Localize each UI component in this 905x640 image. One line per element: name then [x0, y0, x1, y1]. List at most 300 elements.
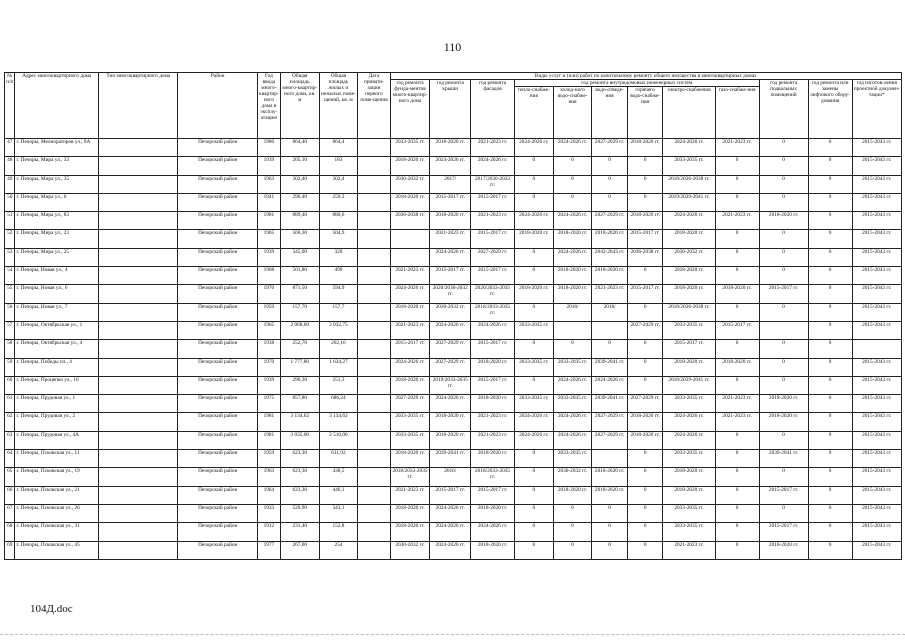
cell-living-area: 2 510,00 [319, 431, 358, 449]
header-district: Район [178, 73, 257, 139]
cell-roof: 2015-2017 гг. [430, 486, 471, 504]
cell-roof: 2024-2026 гг. [430, 504, 471, 522]
cell-heat: 0 [515, 267, 554, 285]
cell-elevator: 0 [808, 267, 852, 285]
cell-total-area: 345,00 [280, 248, 319, 266]
table-row [5, 175, 902, 193]
cell-cold-water: 0 [553, 175, 592, 193]
cell-drainage: 2018-2020 гг. [592, 486, 628, 504]
cell-gas: 2021-2023 гг. [715, 395, 759, 413]
cell-drainage: 2024-2026 гг. [592, 376, 628, 394]
cell-gas: 0 [715, 523, 759, 541]
cell-address: г. Печоры, Новая ул., 6 [15, 285, 99, 303]
cell-hot-water: 2027-2029 гг. [627, 321, 663, 339]
cell-basement [759, 321, 808, 339]
cell-foundation: 2024-2026 гг. [390, 285, 430, 303]
cell-total-area: 2 068,60 [280, 321, 319, 339]
cell-year: 1959 [257, 303, 280, 321]
cell-total-area: 1 777,80 [280, 358, 319, 376]
cell-total-area: 501,80 [280, 267, 319, 285]
cell-foundation: 2018-2020 гг. [390, 303, 430, 321]
cell-roof: 2017/ [430, 175, 471, 193]
cell-address: г. Печоры, Прудовая ул., 2 [15, 413, 99, 431]
cell-priv-date [358, 175, 390, 193]
cell-roof: 2018-2020 гг. [430, 431, 471, 449]
cell-num: 68 [5, 523, 15, 541]
cell-hot-water: 0 [627, 541, 663, 559]
cell-num: 48 [5, 157, 15, 175]
cell-electric: 2033-2035 гг. [663, 321, 715, 339]
cell-living-area: 594,9 [319, 285, 358, 303]
cell-district: Печорский район [178, 468, 257, 486]
cell-elevator: 0 [808, 157, 852, 175]
cell-hot-water: 0 [627, 340, 663, 358]
cell-priv-date [358, 358, 390, 376]
page-number: 110 [443, 40, 462, 54]
cell-electric: 2021-2023 гг. [663, 541, 715, 559]
header-cold-water: холод-ного водо-снабже-ния [553, 87, 592, 139]
cell-basement: 2018-2020 гг. [759, 212, 808, 230]
cell-basement: 0 [759, 193, 808, 211]
cell-project-docs: 2015-2043 гг. [852, 376, 901, 394]
cell-district: Печорский район [178, 504, 257, 522]
cell-year: 1939 [257, 248, 280, 266]
cell-electric: 2033-2035 гг. [663, 504, 715, 522]
cell-address: г. Печоры, Псковская ул., 45 [15, 541, 99, 559]
cell-type [99, 139, 178, 157]
cell-elevator: 0 [808, 504, 852, 522]
cell-type [99, 175, 178, 193]
cell-gas: 2021-2023 гг. [715, 139, 759, 157]
cell-project-docs: 2015-2043 гг. [852, 321, 901, 339]
cell-district: Печорский район [178, 413, 257, 431]
cell-drainage: 0 [592, 175, 628, 193]
cell-electric: 2030-2032 гг. [663, 248, 715, 266]
cell-drainage: 0 [592, 157, 628, 175]
header-total-area: Общая площадь много-квартир-ного дома, кв. м [280, 73, 319, 139]
table-row [5, 413, 902, 431]
cell-num: 53 [5, 248, 15, 266]
cell-total-area: 302,40 [280, 175, 319, 193]
cell-num: 66 [5, 486, 15, 504]
cell-roof: 2030-2032 гг. [430, 303, 471, 321]
cell-type [99, 523, 178, 541]
cell-total-area: 520,90 [280, 504, 319, 522]
cell-foundation: 2018-2020 гг. [390, 157, 430, 175]
cell-total-area: 889,40 [280, 212, 319, 230]
table-row [5, 340, 902, 358]
cell-elevator: 0 [808, 395, 852, 413]
cell-elevator: 0 [808, 486, 852, 504]
cell-project-docs: 2015-2043 гг. [852, 358, 901, 376]
table-row [5, 468, 902, 486]
cell-facade: 2015-2017 гг. [471, 486, 515, 504]
cell-drainage: 2018-2020 гг. [592, 267, 628, 285]
cell-hot-water: 0 [627, 358, 663, 376]
cell-hot-water: 0 [627, 175, 663, 193]
cell-num: 47 [5, 139, 15, 157]
cell-drainage: 2027-2029 гг. [592, 212, 628, 230]
cell-hot-water: 0 [627, 504, 663, 522]
header-foundation: год ремонта фунда-ментов много-квартир-ного дома [390, 80, 430, 139]
cell-priv-date [358, 321, 390, 339]
cell-roof: 2018-2020 гг. [430, 139, 471, 157]
table-row [5, 157, 902, 175]
cell-basement: 2018-2020 гг. [759, 413, 808, 431]
cell-gas: 0 [715, 450, 759, 468]
cell-basement: 2015-2017 гг. [759, 285, 808, 303]
cell-total-area: 290,30 [280, 376, 319, 394]
cell-project-docs: 2015-2043 гг. [852, 285, 901, 303]
cell-priv-date [358, 450, 390, 468]
cell-project-docs: 2015-2043 гг. [852, 193, 901, 211]
cell-gas: 0 [715, 431, 759, 449]
cell-num: 69 [5, 541, 15, 559]
cell-address: г. Печоры, Октябрьская ул., 4 [15, 340, 99, 358]
cell-cold-water: 2018-2020 гг. [553, 486, 592, 504]
cell-facade: 2021-2023 гг. [471, 413, 515, 431]
cell-project-docs: 2015-2043 гг. [852, 248, 901, 266]
cell-cold-water: 2018/ [553, 303, 592, 321]
cell-year: 1965 [257, 230, 280, 248]
header-electric: электро-снабжения [663, 87, 715, 139]
header-roof: год ремонта крыши [430, 80, 471, 139]
cell-elevator: 0 [808, 139, 852, 157]
cell-type [99, 486, 178, 504]
cell-gas: 0 [715, 175, 759, 193]
table-row [5, 486, 902, 504]
header-heat: тепло-снабже-ния [515, 87, 554, 139]
cell-drainage: 2042-2043 гг. [592, 248, 628, 266]
cell-year: 1975 [257, 395, 280, 413]
cell-district: Печорский район [178, 450, 257, 468]
cell-district: Печорский район [178, 340, 257, 358]
cell-year: 1980 [257, 139, 280, 157]
cell-district: Печорский район [178, 248, 257, 266]
cell-electric: 2018/2036-2038 гг. [663, 303, 715, 321]
cell-living-area: 864,4 [319, 139, 358, 157]
cell-total-area: 267,00 [280, 541, 319, 559]
cell-facade: 2027-2029 гг. [471, 248, 515, 266]
cell-year: 1912 [257, 523, 280, 541]
cell-type [99, 267, 178, 285]
cell-heat: 2033-2035 гг. [515, 358, 554, 376]
cell-foundation [390, 230, 430, 248]
cell-living-area: 259,3 [319, 193, 358, 211]
cell-heat: 2024-2026 гг. [515, 431, 554, 449]
cell-num: 58 [5, 340, 15, 358]
cell-foundation: 2021-2023 гг. [390, 321, 430, 339]
cell-num: 51 [5, 212, 15, 230]
cell-cold-water: 2033-2035 гг. [553, 358, 592, 376]
cell-facade: 2021-2023 гг. [471, 139, 515, 157]
cell-project-docs: 2015-2043 гг. [852, 267, 901, 285]
cell-num: 59 [5, 358, 15, 376]
cell-district: Печорский район [178, 321, 257, 339]
header-gas: газо-снабже-ния [715, 87, 759, 139]
cell-foundation: 2021-2023 гг. [390, 267, 430, 285]
cell-elevator: 0 [808, 230, 852, 248]
cell-district: Печорский район [178, 175, 257, 193]
cell-living-area: 302,4 [319, 175, 358, 193]
table-row [5, 248, 902, 266]
cell-address: г. Печоры, Псковская ул., 19 [15, 468, 99, 486]
table-row [5, 321, 902, 339]
cell-electric: 2033-2035 гг. [663, 395, 715, 413]
cell-district: Печорский район [178, 285, 257, 303]
cell-heat: 0 [515, 504, 554, 522]
cell-cold-water: 0 [553, 523, 592, 541]
header-facade: год ремонта фасадов [471, 80, 515, 139]
cell-heat: 0 [515, 486, 554, 504]
cell-living-area: 320 [319, 248, 358, 266]
cell-foundation: 2030-2032 гг. [390, 541, 430, 559]
cell-electric: 2015-2017 гг. [663, 340, 715, 358]
cell-cold-water: 2024-2026 гг. [553, 212, 592, 230]
cell-cold-water: 2033-2035 гг. [553, 450, 592, 468]
cell-hot-water: 0 [627, 267, 663, 285]
cell-heat: 0 [515, 175, 554, 193]
table-row [5, 395, 902, 413]
cell-elevator: 0 [808, 358, 852, 376]
cell-year: 1938 [257, 340, 280, 358]
cell-gas: 2018-2020 гг. [715, 358, 759, 376]
cell-facade: 2015-2017 гг. [471, 376, 515, 394]
cell-hot-water: 0 [627, 376, 663, 394]
cell-district: Печорский район [178, 230, 257, 248]
cell-roof: 2016/ [430, 468, 471, 486]
footer-filename: 104Д.doc [30, 603, 73, 615]
cell-heat: 2018-2020 гг. [515, 230, 554, 248]
cell-num: 67 [5, 504, 15, 522]
cell-type [99, 340, 178, 358]
cell-drainage: 0 [592, 541, 628, 559]
cell-basement: 0 [759, 230, 808, 248]
cell-hot-water: 2027-2029 гг. [627, 395, 663, 413]
cell-year: 1933 [257, 504, 280, 522]
cell-hot-water: 0 [627, 157, 663, 175]
cell-total-area: 3 134,62 [280, 413, 319, 431]
table-row [5, 285, 902, 303]
cell-num: 62 [5, 413, 15, 431]
cell-priv-date [358, 139, 390, 157]
cell-hot-water: 0 [627, 193, 663, 211]
cell-address: г. Печоры, Мира ул., 35 [15, 175, 99, 193]
cell-basement: 0 [759, 248, 808, 266]
header-basement: год ремонта подвальных помещений [759, 80, 808, 139]
cell-priv-date [358, 212, 390, 230]
page-edge-divider [0, 634, 905, 635]
cell-priv-date [358, 193, 390, 211]
cell-gas: 0 [715, 340, 759, 358]
cell-foundation: 2021-2023 гг. [390, 486, 430, 504]
cell-cold-water: 2018-2020 гг. [553, 285, 592, 303]
cell-elevator: 0 [808, 376, 852, 394]
cell-hot-water: 2015-2017 гг. [627, 285, 663, 303]
cell-cold-water: 2018-2020 гг. [553, 230, 592, 248]
cell-total-area: 296,40 [280, 193, 319, 211]
cell-type [99, 541, 178, 559]
cell-district: Печорский район [178, 486, 257, 504]
cell-priv-date [358, 395, 390, 413]
cell-total-area: 623,30 [280, 450, 319, 468]
cell-facade: 2018-2020 гг. [471, 358, 515, 376]
cell-num: 65 [5, 468, 15, 486]
cell-district: Печорский район [178, 303, 257, 321]
cell-project-docs: 2015-2043 гг. [852, 303, 901, 321]
cell-heat: 0 [515, 468, 554, 486]
cell-year: 1963 [257, 175, 280, 193]
cell-gas: 0 [715, 303, 759, 321]
header-systems-group: год ремонта внутридомовых инженерных систем [515, 80, 760, 87]
cell-electric: 2019/2039-2041 гг. [663, 193, 715, 211]
cell-cold-water: 2024-2026 гг. [553, 376, 592, 394]
cell-cold-water: 2024-2026 гг. [553, 248, 592, 266]
cell-type [99, 450, 178, 468]
cell-district: Печорский район [178, 193, 257, 211]
cell-year: 1968 [257, 267, 280, 285]
cell-basement: 0 [759, 376, 808, 394]
cell-heat: 0 [515, 523, 554, 541]
table-row [5, 358, 902, 376]
cell-living-area: 343,1 [319, 504, 358, 522]
cell-year: 1981 [257, 431, 280, 449]
cell-total-area: 205,10 [280, 157, 319, 175]
cell-district: Печорский район [178, 157, 257, 175]
cell-year: 1977 [257, 541, 280, 559]
cell-total-area: 864,40 [280, 139, 319, 157]
cell-project-docs: 2015-2043 гг. [852, 230, 901, 248]
cell-hot-water: 2018-2020 гг. [627, 431, 663, 449]
cell-hot-water: 2036-2038 гг. [627, 248, 663, 266]
cell-gas: 0 [715, 157, 759, 175]
cell-district: Печорский район [178, 358, 257, 376]
cell-electric: 2024-2026 гг. [663, 212, 715, 230]
cell-basement: 0 [759, 303, 808, 321]
cell-drainage: 2027-2029 гг. [592, 139, 628, 157]
cell-drainage: 2018-2020 гг. [592, 468, 628, 486]
cell-electric: 2024-2026 гг. [663, 413, 715, 431]
header-year: Год ввода много-квартир-ного дома в эксплу-атацию [257, 73, 280, 139]
cell-address: г. Печоры, Новая ул., 4 [15, 267, 99, 285]
cell-hot-water: 2015-2017 гг. [627, 230, 663, 248]
cell-project-docs: 2015-2043 гг. [852, 139, 901, 157]
cell-drainage: 2027-2029 гг. [592, 413, 628, 431]
cell-living-area: 183 [319, 157, 358, 175]
cell-basement: 0 [759, 468, 808, 486]
cell-elevator: 0 [808, 212, 852, 230]
cell-total-area: 857,80 [280, 395, 319, 413]
cell-roof: 2024-2026 гг. [430, 157, 471, 175]
cell-facade: 2015-2017 гг. [471, 267, 515, 285]
cell-foundation: 2018-2020 гг. [390, 193, 430, 211]
cell-type [99, 358, 178, 376]
table-row [5, 193, 902, 211]
cell-address: г. Печоры, Прудовая ул., 1 [15, 395, 99, 413]
cell-heat: 0 [515, 248, 554, 266]
cell-project-docs: 2015-2043 гг. [852, 504, 901, 522]
cell-project-docs: 2015-2043 гг. [852, 413, 901, 431]
cell-cold-water: 2030-2032 гг. [553, 468, 592, 486]
cell-roof: 2024-2026 гг. [430, 248, 471, 266]
cell-roof: 2024-2026 гг. [430, 541, 471, 559]
cell-total-area: 231,40 [280, 523, 319, 541]
cell-heat: 0 [515, 340, 554, 358]
table-row [5, 376, 902, 394]
cell-facade: 2017/2030-2032 гг. [471, 175, 515, 193]
cell-drainage: 2021-2023 гг. [592, 285, 628, 303]
cell-drainage: 0 [592, 340, 628, 358]
cell-type [99, 321, 178, 339]
cell-drainage: 2039-2041 гг. [592, 395, 628, 413]
cell-living-area: 611,92 [319, 450, 358, 468]
cell-cold-water: 2018-2020 гг. [553, 267, 592, 285]
cell-roof: 2027-2029 гг. [430, 358, 471, 376]
cell-basement: 0 [759, 175, 808, 193]
cell-cold-water: 0 [553, 193, 592, 211]
cell-num: 60 [5, 376, 15, 394]
cell-elevator: 0 [808, 321, 852, 339]
header-type: Тип многоквартирного дома [99, 73, 178, 139]
cell-district: Печорский район [178, 523, 257, 541]
cell-basement: 2015-2017 гг. [759, 486, 808, 504]
cell-type [99, 468, 178, 486]
cell-district: Печорский район [178, 267, 257, 285]
table-row [5, 267, 902, 285]
cell-heat: 0 [515, 376, 554, 394]
cell-drainage: 0 [592, 523, 628, 541]
cell-year: 1981 [257, 413, 280, 431]
cell-priv-date [358, 303, 390, 321]
cell-total-area: 871,50 [280, 285, 319, 303]
cell-gas: 0 [715, 230, 759, 248]
cell-priv-date [358, 486, 390, 504]
cell-type [99, 395, 178, 413]
cell-drainage: 2027-2029 гг. [592, 431, 628, 449]
cell-type [99, 157, 178, 175]
cell-heat: 0 [515, 157, 554, 175]
cell-roof: 2018-2020 гг. [430, 413, 471, 431]
header-project-docs: год изготов-ления проектной докумен-тации* [852, 80, 901, 139]
table-row [5, 450, 902, 468]
cell-foundation: 2018-2020 гг. [390, 376, 430, 394]
cell-year: 1981 [257, 212, 280, 230]
cell-roof: 2024-2026 гг. [430, 395, 471, 413]
cell-roof: 2019/2033-2035 гг. [430, 376, 471, 394]
cell-num: 61 [5, 395, 15, 413]
cell-living-area: 2 032,75 [319, 321, 358, 339]
cell-basement: 0 [759, 267, 808, 285]
cell-heat: 0 [515, 193, 554, 211]
cell-living-area: 880,6 [319, 212, 358, 230]
cell-foundation: 2030-2032 гг. [390, 175, 430, 193]
cell-num: 50 [5, 193, 15, 211]
cell-basement: 0 [759, 157, 808, 175]
cell-gas: 0 [715, 376, 759, 394]
cell-electric: 2018-2020 гг. [663, 486, 715, 504]
cell-electric: 2018-2020 гг. [663, 358, 715, 376]
cell-gas: 0 [715, 468, 759, 486]
cell-num: 57 [5, 321, 15, 339]
cell-roof: 2015-2017 гг. [430, 193, 471, 211]
cell-type [99, 431, 178, 449]
cell-living-area: 1 634,27 [319, 358, 358, 376]
cell-year: 1939 [257, 376, 280, 394]
cell-gas: 0 [715, 504, 759, 522]
cell-gas: 2015-2017 гг. [715, 321, 759, 339]
cell-num: 55 [5, 285, 15, 303]
cell-total-area: 3 035,00 [280, 431, 319, 449]
